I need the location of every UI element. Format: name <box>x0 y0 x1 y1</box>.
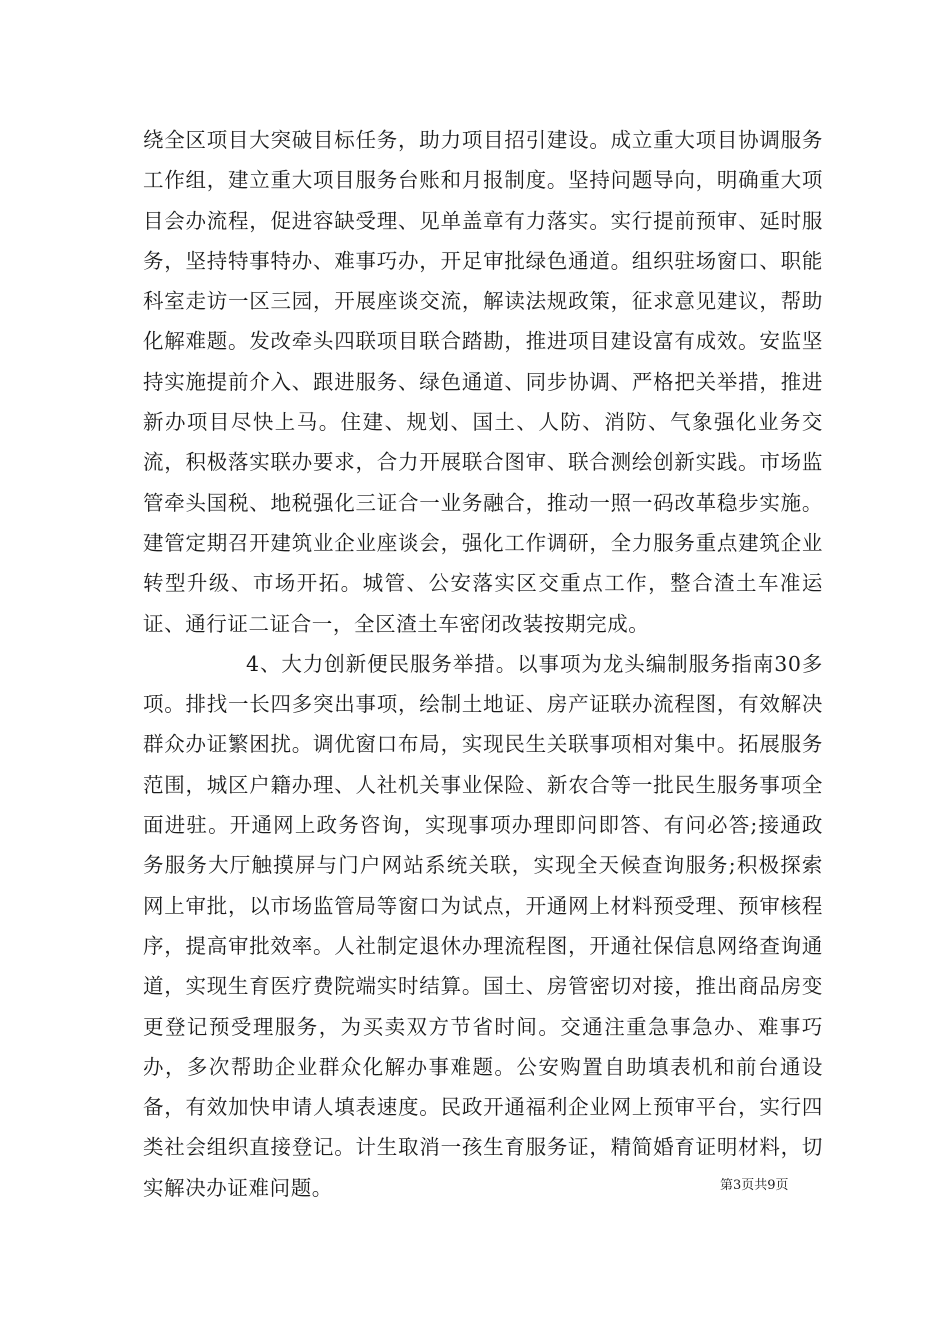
body-text <box>143 120 823 1208</box>
paragraph-continued: 绕全区项目大突破目标任务，助力项目招引建设。成立重大项目协调服务工作组，建立重大项目服务台账和月报制度。坚持问题导向，明确重大项目会办流程，促进容缺受理、见单盖章有力落实。实行提前预审、延时服务，坚持特事特办、难事巧办，开足审批绿色通道。组织驻场窗口、职能科室走访一区三园，开展座谈交流，解读法规政策，征求意见建议，帮助化解难题。发改牵头四联项目联合踏勘，推进项目建设富有成效。安监坚持实施提前介入、跟进服务、绿色通道、同步协调、严格把关举措，推进新办项目尽快上马。住建、规划、国土、人防、消防、气象强化业务交流，积极落实联办要求，合力开展联合图审、联合测绘创新实践。市场监管牵头国税、地税强化三证合一业务融合，推动一照一码改革稳步实施。建管定期召开建筑业企业座谈会，强化工作调研，全力服务重点建筑企业转型升级、市场开拓。城管、公安落实区交重点工作，整合渣土车准运证、通行证二证合一，全区渣土车密闭改装按期完成。 <box>143 128 823 636</box>
paragraph-section-4: 4、大力创新便民服务举措。以事项为龙头编制服务指南30多项。排找一长四多突出事项，绘制土地证、房产证联办流程图，有效解决群众办证繁困扰。调优窗口布局，实现民生关联事项相对集中。拓展服务范围，城区户籍办理、人社机关事业保险、新农合等一批民生服务事项全面进驻。开通网上政务咨询，实现事项办理即问即答、有问必答;接通政务服务大厅触摸屏与门户网站系统关联，实现全天候查询服务;积极探索网上审批，以市场监管局等窗口为试点，开通网上材料预受理、预审核程序，提高审批效率。人社制定退休办理流程图，开通社保信息网络查询通道，实现生育医疗费院端实时结算。国土、房管密切对接，推出商品房变更登记预受理服务，为买卖双方节省时间。交通注重急事急办、难事巧办，多次帮助企业群众化解办事难题。公安购置自助填表机和前台通设备，有效加快申请人填表速度。民政开通福利企业网上预审平台，实行四类社会组织直接登记。计生取消一孩生育服务证，精简婚育证明材料，切实解决办证难问题。 <box>143 651 823 1200</box>
page-number-footer: 第3页共9页 <box>720 1178 789 1193</box>
